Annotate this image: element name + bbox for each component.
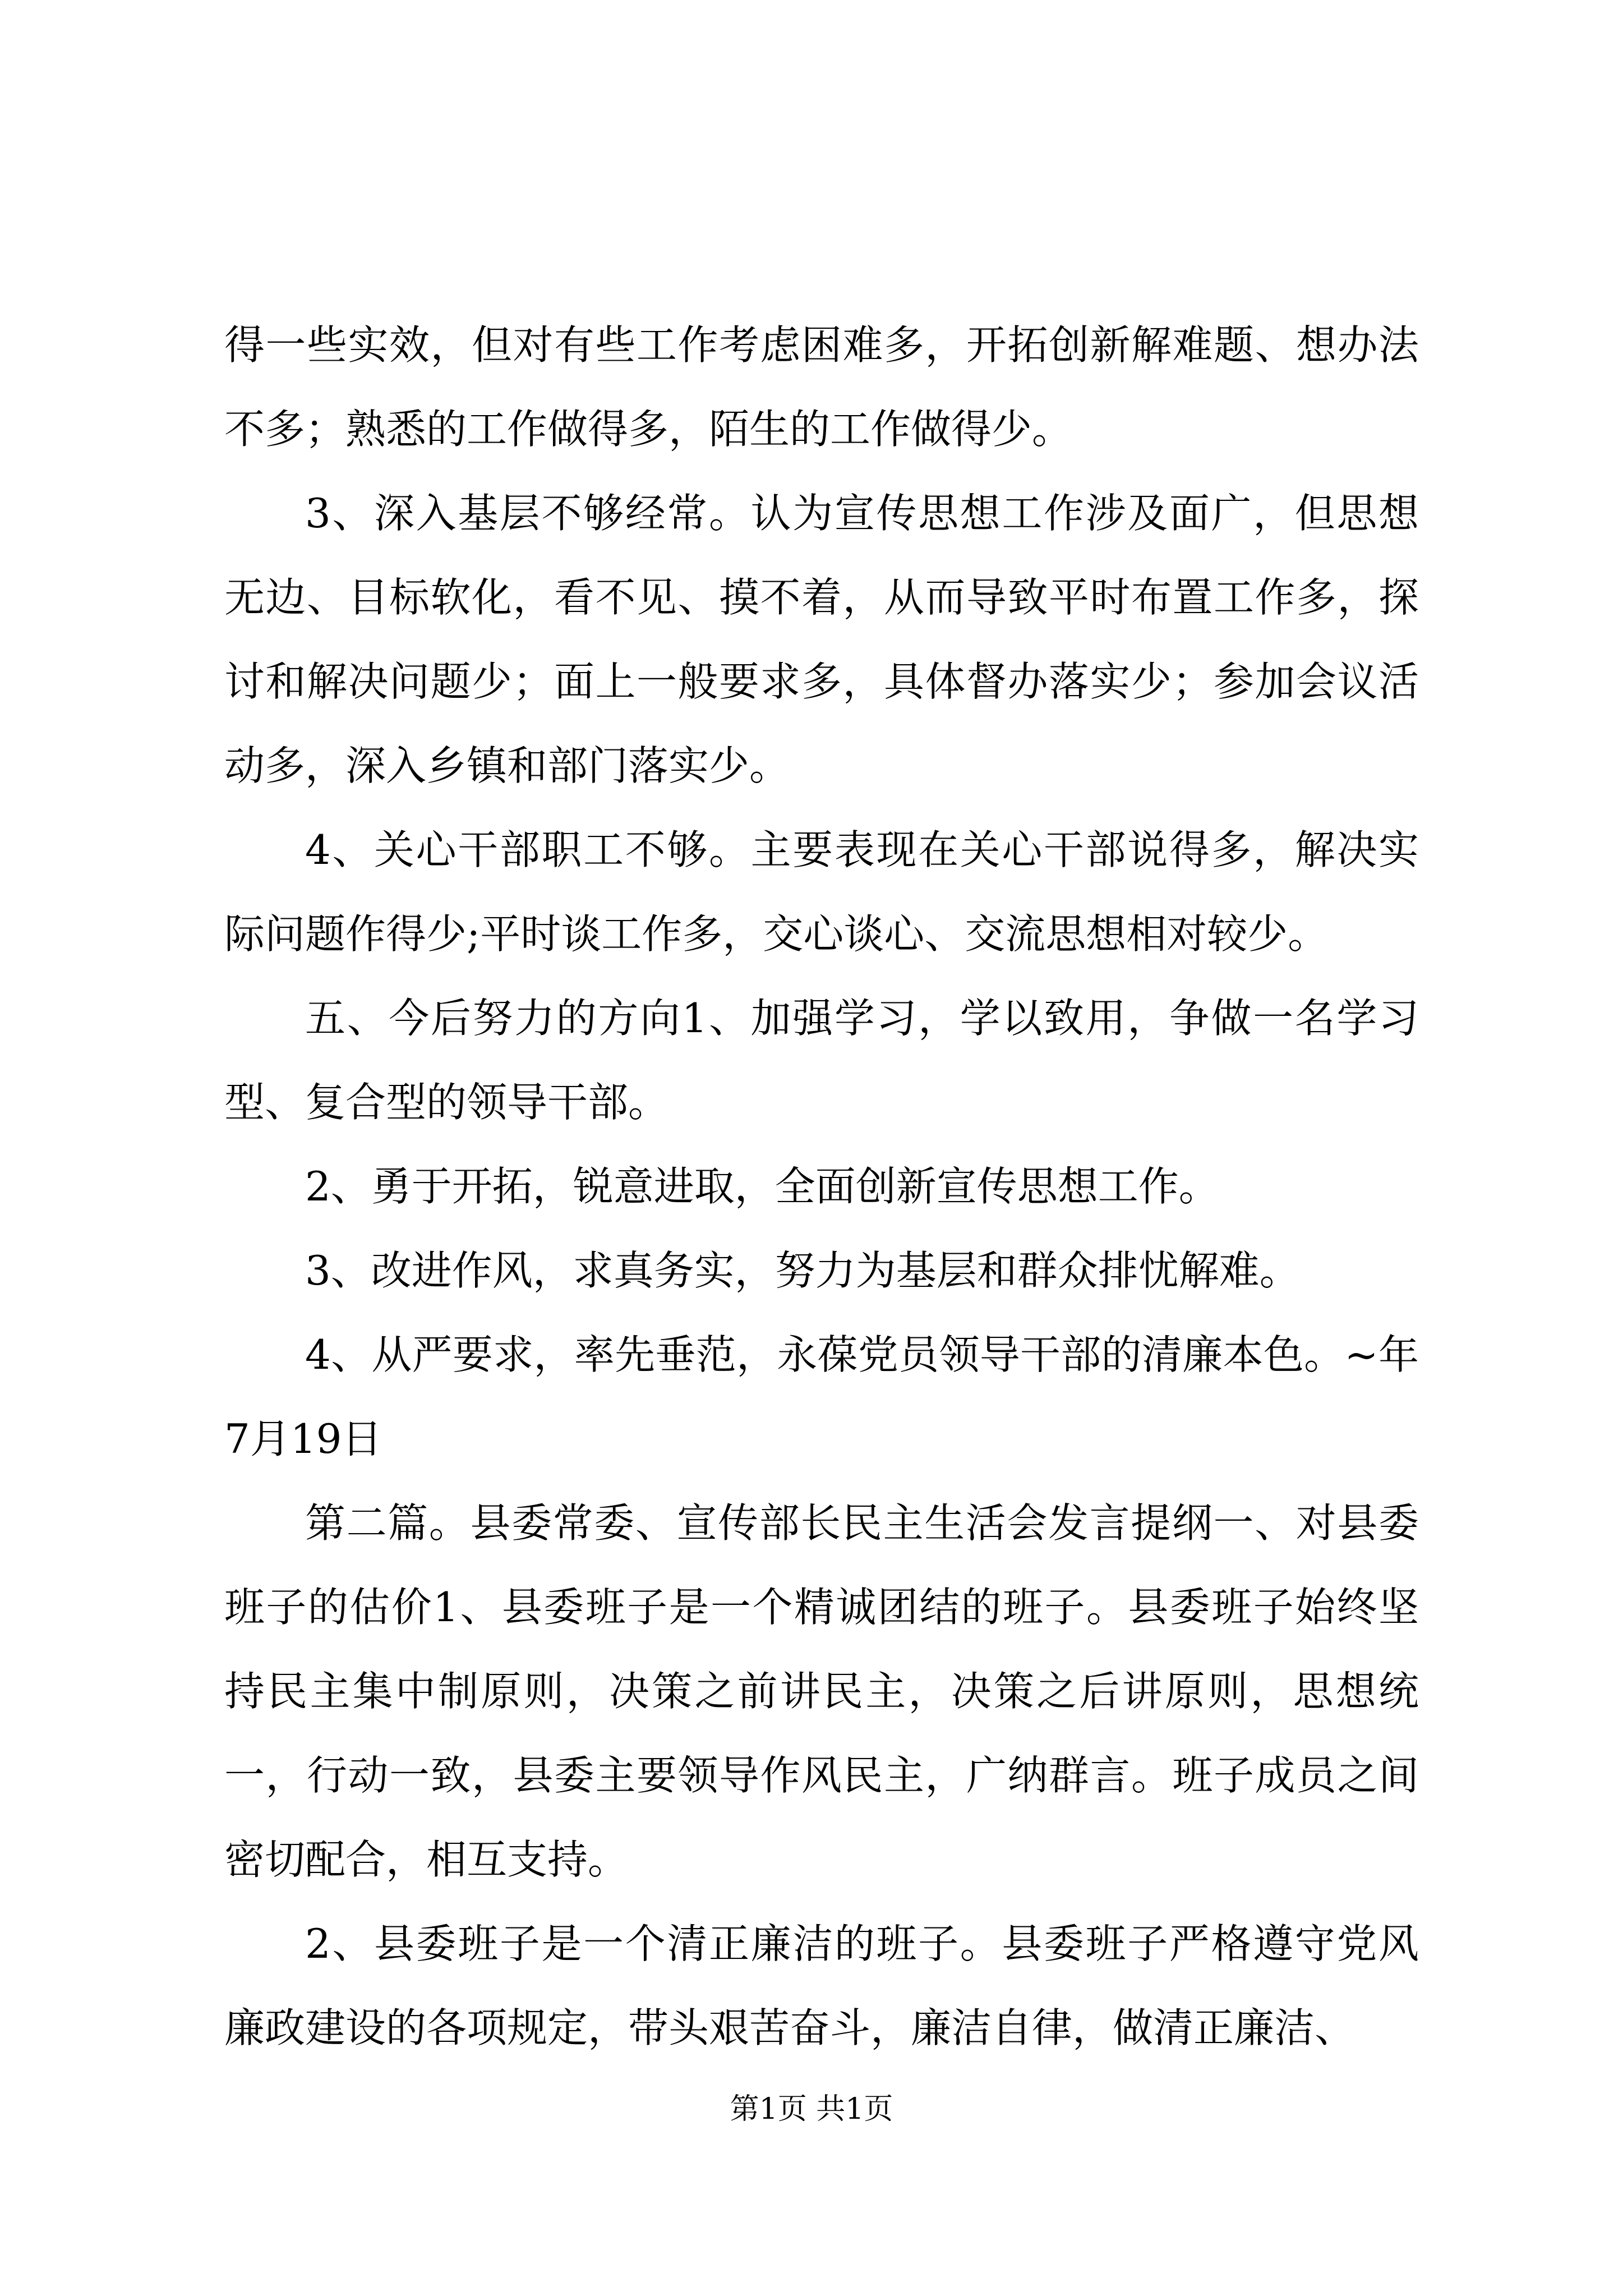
paragraph-2: 3、深入基层不够经常。认为宣传思想工作涉及面广，但思想无边、目标软化，看不见、摸不着，从而导致平时布置工作多，探讨和解决问题少；面上一般要求多，具体督办落实少；参加会议活动多，深入乡镇和部门落实少。 [224,490,1419,789]
paragraph-9: 2、县委班子是一个清正廉洁的班子。县委班子严格遵守党风廉政建设的各项规定，带头艰苦奋斗，廉洁自律，做清正廉洁、 [224,1920,1419,2051]
paragraph-5: 2、勇于开拓，锐意进取，全面创新宣传思想工作。 [305,1163,1219,1210]
paragraph-8: 第二篇。县委常委、宣传部长民主生活会发言提纲一、对县委班子的估价1、县委班子是一个精诚团结的班子。县委班子始终坚持民主集中制原则，决策之前讲民主，决策之后讲原则，思想统一，行动一致，县委主要领导作风民主，广纳群言。班子成员之间密切配合，相互支持。 [224,1499,1419,1883]
paragraph-6: 3、改进作风，求真务实，努力为基层和群众排忧解难。 [305,1247,1300,1294]
paragraph-7: 4、从严要求，率先垂范，永葆党员领导干部的清廉本色。~年7月19日 [224,1331,1419,1462]
paragraph-4: 五、今后努力的方向1、加强学习，学以致用，争做一名学习型、复合型的领导干部。 [224,995,1419,1126]
paragraph-3: 4、关心干部职工不够。主要表现在关心干部说得多，解决实际问题作得少;平时谈工作多，交心谈心、交流思想相对较少。 [224,826,1419,958]
page-footer: 第1页 共1页 [730,2092,893,2126]
document-body [224,303,1419,2070]
paragraph-1: 得一些实效，但对有些工作考虑困难多，开拓创新解难题、想办法不多；熟悉的工作做得多，陌生的工作做得少。 [224,321,1419,453]
